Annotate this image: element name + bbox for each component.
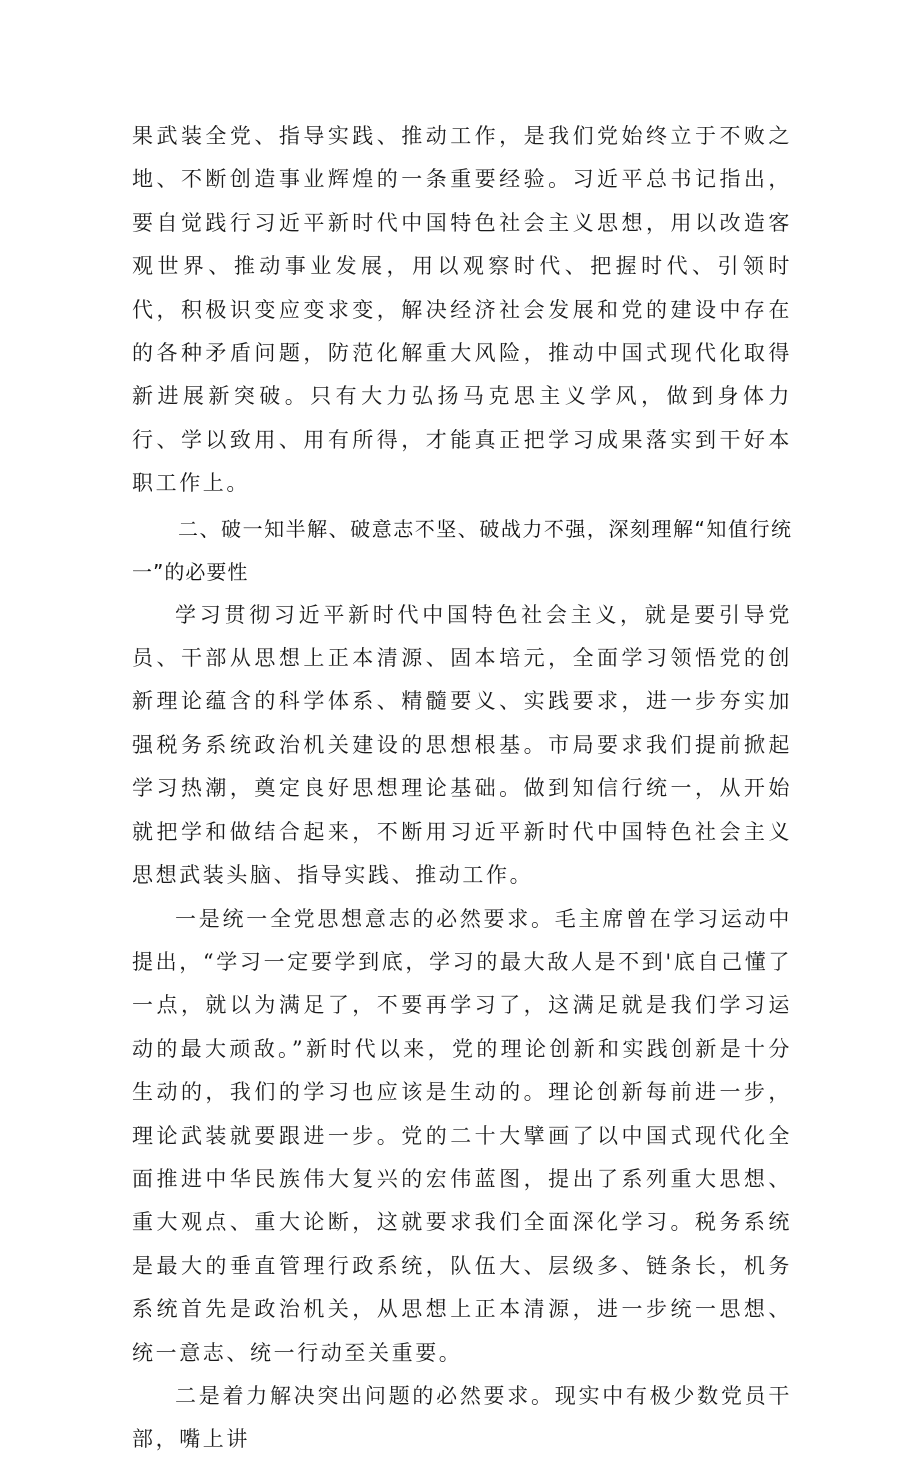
- section-heading: 二、破一知半解、破意志不坚、破战力不强，深刻理解“知值行统一”的必要性: [132, 516, 792, 584]
- paragraph: 学习贯彻习近平新时代中国特色社会主义，就是要引导党员、干部从思想上正本清源、固本培元，全面学习领悟党的创新理论蕴含的科学体系、精髓要义、实践要求，进一步夯实加强税务系统政治机关建设的思想根基。市局要求我们提前掀起学习热潮，奠定良好思想理论基础。做到知信行统一，从开始就把学和做结合起来，不断用习近平新时代中国特色社会主义思想武装头脑、指导实践、推动工作。: [132, 602, 792, 888]
- paragraph: 一是统一全党思想意志的必然要求。毛主席曾在学习运动中提出，“学习一定要学到底，学习的最大敌人是不到'底自己懂了一点，就以为满足了，不要再学习了，这满足就是我们学习运动的最大顽敌。”新时代以来，党的理论创新和实践创新是十分生动的，我们的学习也应该是生动的。理论创新每前进一步，理论武装就要跟进一步。党的二十大擘画了以中国式现代化全面推进中华民族伟大复兴的宏伟蓝图，提出了系列重大思想、重大观点、重大论断，这就要求我们全面深化学习。税务系统是最大的垂直管理行政系统，队伍大、层级多、链条长，机务系统首先是政治机关，从思想上正本清源，进一步统一思想、统一意志、统一行动至关重要。: [132, 906, 792, 1365]
- paragraph-continued: 果武装全党、指导实践、推动工作，是我们党始终立于不败之地、不断创造事业辉煌的一条重要经验。习近平总书记指出，要自觉践行习近平新时代中国特色社会主义思想，用以改造客观世界、推动事业发展，用以观察时代、把握时代、引领时代，积极识变应变求变，解决经济社会发展和党的建设中存在的各种矛盾问题，防范化解重大风险，推动中国式现代化取得新进展新突破。只有大力弘扬马克思主义学风，做到身体力行、学以致用、用有所得，才能真正把学习成果落实到干好本职工作上。: [132, 124, 792, 496]
- paragraph: 二是着力解决突出问题的必然要求。现实中有极少数党员干部，嘴上讲: [132, 1383, 792, 1452]
